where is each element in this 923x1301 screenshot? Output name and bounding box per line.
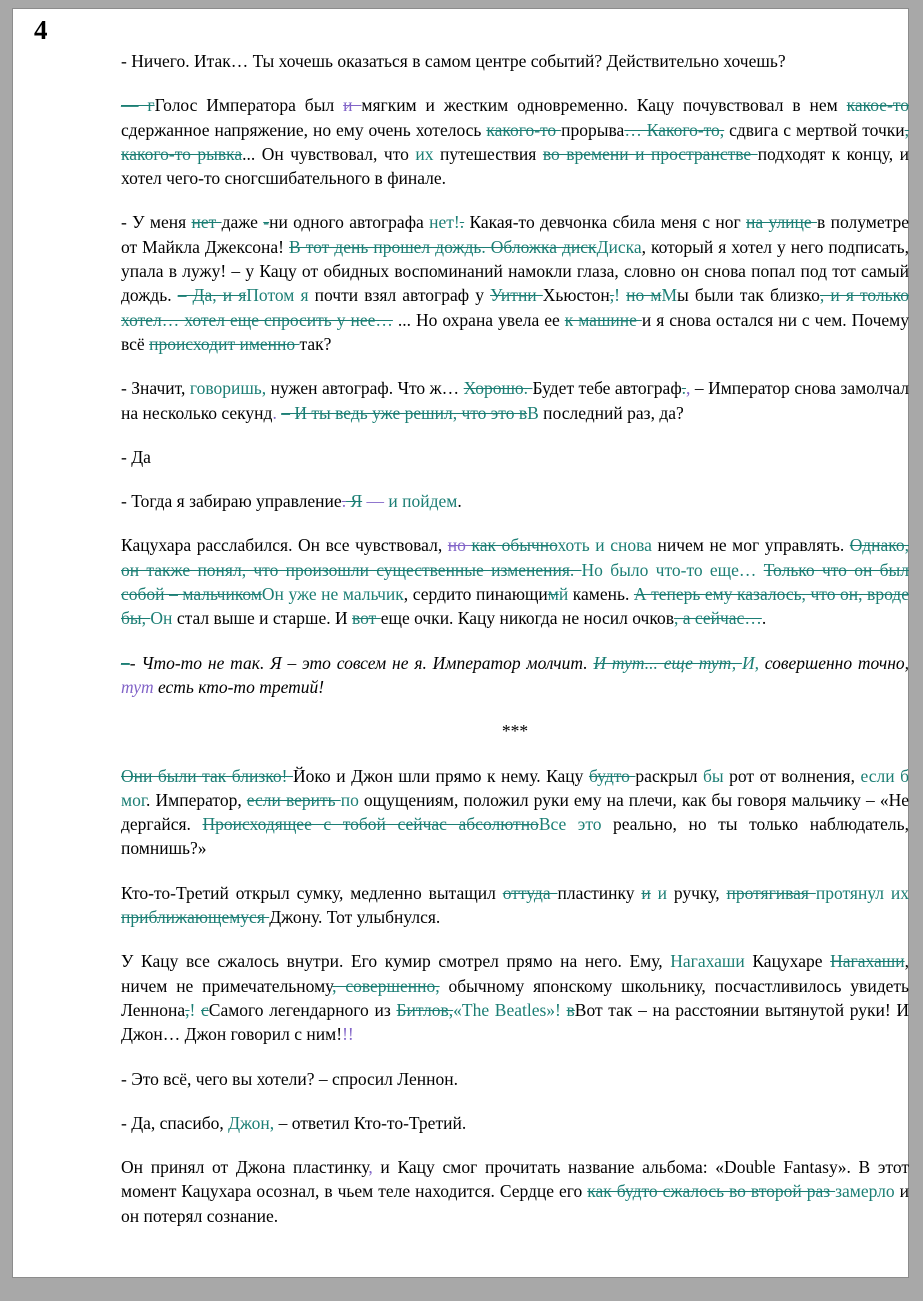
inserted-text-run: и bbox=[657, 882, 668, 903]
deleted-text-run: – bbox=[121, 652, 130, 673]
inserted-text-run: ! bbox=[189, 999, 196, 1020]
text-run: камень. bbox=[568, 584, 634, 605]
text-run: Кто-то-Третий открыл сумку, медленно вытащил bbox=[121, 882, 503, 903]
inserted-text-run: по bbox=[340, 789, 359, 810]
text-run: . bbox=[457, 491, 462, 512]
text-run: Кацухаре bbox=[752, 951, 831, 972]
deleted-text-run: во времени и пространстве bbox=[542, 143, 758, 164]
paragraph bbox=[121, 93, 909, 190]
deleted-text-run: Они были так близко! bbox=[121, 765, 293, 786]
deleted-text-run: , а сейчас… bbox=[673, 608, 762, 629]
deleted-text-run: , bbox=[185, 999, 190, 1020]
inserted-text-run: М bbox=[661, 285, 677, 306]
text-run: – Император снова замолчал на несколько секунд bbox=[121, 378, 909, 423]
deleted-text-run: Битлов, bbox=[396, 999, 454, 1020]
deleted-text-run: – Да, и я bbox=[177, 285, 247, 306]
deleted-text-run: , и я только хотел… хотел еще спросить у нее… bbox=[121, 285, 909, 330]
text-run: ни одного автографа bbox=[269, 212, 430, 233]
text-run: Голос Императора был bbox=[154, 95, 344, 116]
deleted-text-run: какого-то bbox=[486, 119, 562, 140]
inserted-text-run: Диска bbox=[596, 236, 642, 257]
inserted-text-run: !! bbox=[342, 1024, 354, 1045]
text-run: , сердито пинающи bbox=[403, 584, 548, 605]
text-run: и Кацу смог прочитать название альбома: «Double Fantasy». В этот момент Кацухара осознал, в чьем теле находится. Сердце его bbox=[121, 1157, 909, 1202]
text-run: , который я хотел у него подписать, упала в лужу! – у Кацу от обидных воспоминаний намокли глаза, словно он снова попал под тот самый дождь. bbox=[121, 236, 909, 306]
paragraph bbox=[121, 49, 909, 73]
deleted-text-run: происходит именно bbox=[149, 333, 300, 354]
text-run: ручку, bbox=[667, 882, 727, 903]
deleted-text-run: И тут... еще тут, bbox=[593, 652, 742, 673]
text-run: подходят к концу, и хотел чего-то сногсшибательного в финале. bbox=[121, 143, 910, 189]
text-run: Будет тебе автограф bbox=[532, 378, 682, 399]
text-run: - Да, спасибо, bbox=[121, 1112, 229, 1133]
text-run: нужен автограф. Что ж… bbox=[270, 378, 464, 399]
text-run: совершенно точно, bbox=[764, 652, 909, 673]
text-run: - Что-то не так. Я – это совсем не я. Император молчит. bbox=[129, 652, 594, 673]
text-run bbox=[651, 883, 658, 903]
deleted-text-run: Уитни bbox=[490, 285, 543, 306]
inserted-text-run: говоришь, bbox=[189, 378, 271, 399]
inserted-text-run: замерло bbox=[835, 1181, 895, 1202]
deleted-text-run: Однако, он также понял, что произошли существенные изменения. bbox=[121, 535, 909, 580]
deleted-text-run: м bbox=[547, 584, 559, 605]
text-run: Джону. Тот улыбнулся. bbox=[269, 907, 441, 928]
inserted-text-run: Он уже не мальчик bbox=[261, 584, 404, 605]
text-run: Вот так – на расстоянии вытянутой руки! И Джон… Джон говорил с ним! bbox=[121, 999, 909, 1045]
deleted-text-run: Хорошо. bbox=[463, 378, 533, 399]
text-run: - Это всё, чего вы хотели? – спросил Леннон. bbox=[121, 1068, 459, 1089]
deleted-text-run: вот bbox=[352, 608, 381, 629]
manuscript-page bbox=[12, 8, 909, 1278]
text-run: последний раз, да? bbox=[538, 402, 684, 423]
inserted-text-run: Все это bbox=[538, 814, 602, 835]
text-run: - У меня bbox=[121, 212, 192, 233]
deleted-text-run: к машине bbox=[564, 309, 642, 330]
deleted-text-run: с bbox=[201, 999, 209, 1020]
text-run: даже bbox=[221, 212, 264, 233]
text-run: – ответил Кто-то-Третий. bbox=[278, 1112, 467, 1133]
text-run: ... Но охрана увела ее bbox=[392, 309, 565, 330]
deleted-text-run: — г bbox=[121, 95, 155, 116]
deleted-text-run: оттуда bbox=[502, 882, 558, 903]
text-run: стал выше и старше. И bbox=[172, 608, 353, 629]
text-run: есть кто-то третий! bbox=[157, 676, 325, 697]
inserted-text-run: бы bbox=[702, 765, 724, 786]
text-run: ы были так близко bbox=[677, 285, 820, 306]
deleted-text-run: на улице bbox=[746, 212, 818, 233]
deleted-text-run: какое-то bbox=[846, 95, 909, 116]
paragraph bbox=[121, 881, 909, 930]
inserted-text-run: протянул их bbox=[815, 882, 910, 903]
page-text bbox=[121, 49, 909, 1248]
text-run: - Да bbox=[121, 446, 151, 467]
deleted-text-run: как будто сжалось во второй раз bbox=[587, 1181, 836, 1202]
paragraph bbox=[121, 1067, 909, 1091]
text-run: путешествия bbox=[440, 143, 543, 164]
paragraph bbox=[121, 445, 909, 469]
paragraph bbox=[121, 764, 909, 861]
deleted-text-run: В тот день прошел дождь. Обложка диск bbox=[289, 236, 597, 257]
inserted-text-run: И, bbox=[741, 652, 765, 673]
inserted-text-run: Потом я bbox=[246, 285, 309, 306]
deleted-text-run: . bbox=[341, 491, 347, 512]
inserted-text-run: ! bbox=[614, 285, 620, 306]
text-run: прорыва bbox=[561, 119, 625, 140]
inserted-text-run: хоть и снова bbox=[557, 535, 652, 556]
paragraph bbox=[121, 489, 909, 513]
text-run: Кацухара расслабился. Он все чувствовал, bbox=[121, 535, 448, 556]
text-run: Самого легендарного из bbox=[208, 999, 397, 1020]
deleted-text-run: и bbox=[343, 95, 362, 116]
deleted-text-run: . bbox=[459, 212, 465, 233]
deleted-text-run: … Какого-то, bbox=[624, 119, 725, 140]
text-run: рот от волнения, bbox=[723, 765, 861, 786]
deleted-text-run: если верить bbox=[246, 789, 341, 810]
text-run: ... Он чувствовал, что bbox=[242, 143, 416, 164]
text-run: ничем не мог управлять. bbox=[651, 535, 850, 556]
deleted-text-run: Я bbox=[346, 491, 363, 512]
deleted-text-run: в bbox=[566, 999, 575, 1020]
text-run: У Кацу все сжалось внутри. Его кумир смотрел прямо на него. Ему, bbox=[121, 951, 671, 972]
text-run: Он принял от Джона пластинку bbox=[121, 1157, 369, 1178]
inserted-text-run: , bbox=[368, 1157, 373, 1178]
inserted-text-run: Он bbox=[150, 608, 173, 629]
inserted-text-run: В bbox=[527, 402, 539, 423]
inserted-text-run: . bbox=[272, 402, 277, 423]
deleted-text-run: Нагахаши bbox=[830, 951, 905, 972]
deleted-text-run: протягивая bbox=[726, 882, 816, 903]
text-run: - Ничего. Итак… Ты хочешь оказаться в самом центре событий? Действительно хочешь? bbox=[121, 51, 786, 71]
paragraph bbox=[121, 719, 909, 743]
inserted-text-run: и пойдем bbox=[388, 491, 458, 512]
deleted-text-run: и bbox=[641, 882, 651, 903]
text-run: . bbox=[761, 608, 767, 629]
deleted-text-run: . bbox=[681, 378, 687, 399]
deleted-text-run: - bbox=[263, 212, 270, 233]
text-run: сдержанное напряжение, но ему очень хотелось bbox=[121, 119, 487, 140]
inserted-text-run: нет! bbox=[429, 212, 460, 233]
inserted-text-run: если б мог bbox=[121, 765, 909, 810]
text-run: и я снова остался ни с чем. Почему всё bbox=[121, 309, 909, 354]
paragraph bbox=[121, 949, 909, 1046]
text-run: пластинку bbox=[557, 882, 642, 903]
deleted-text-run: как обычно bbox=[471, 535, 558, 556]
text-run: в полуметре от Майкла Джексона! bbox=[121, 212, 909, 257]
inserted-text-run: й bbox=[558, 584, 569, 605]
deleted-text-run: , совершенно, bbox=[332, 975, 440, 996]
deleted-text-run: нет bbox=[191, 212, 222, 233]
paragraph bbox=[121, 651, 909, 700]
text-run: реально, но ты только наблюдатель, помнишь?» bbox=[121, 814, 909, 859]
deleted-text-run: , bbox=[609, 285, 615, 306]
text-run: Какая-то девчонка сбила меня с ног bbox=[464, 212, 746, 233]
text-run: . Император, bbox=[146, 789, 247, 810]
text-run: ощущениям, положил руки ему на плечи, как бы говоря мальчику – «Не дергайся. bbox=[121, 789, 909, 835]
deleted-text-run: но м bbox=[626, 285, 662, 306]
deleted-text-run: , какого-то рывка bbox=[121, 119, 909, 164]
deleted-text-run: – И ты ведь уже решил, что это в bbox=[281, 402, 528, 423]
inserted-text-run: Но было что-то еще… bbox=[581, 559, 764, 580]
deleted-text-run: Только что он был собой – мальчиком bbox=[121, 559, 909, 605]
deleted-text-run: А теперь ему казалось, что он, вроде бы, bbox=[121, 584, 909, 629]
deleted-text-run: будто bbox=[588, 765, 636, 786]
text-run: сдвига с мертвой точки bbox=[724, 119, 905, 140]
text-run: и он потерял сознание. bbox=[121, 1181, 909, 1226]
inserted-text-run: — bbox=[362, 491, 389, 512]
inserted-text-run: Нагахаши bbox=[670, 951, 753, 972]
paragraph bbox=[121, 1155, 909, 1228]
deleted-text-run: но bbox=[447, 535, 472, 556]
inserted-text-run: их bbox=[415, 143, 441, 164]
paragraph bbox=[121, 533, 909, 630]
page-number: 4 bbox=[34, 15, 48, 45]
paragraph bbox=[121, 376, 909, 425]
text-run: раскрыл bbox=[635, 765, 703, 786]
inserted-text-run: тут bbox=[121, 676, 158, 697]
text-run: еще очки. Кацу никогда не носил очков bbox=[380, 608, 674, 629]
text-run: *** bbox=[501, 721, 529, 742]
inserted-text-run: «The Beatles»! bbox=[453, 999, 561, 1020]
deleted-text-run: Происходящее с тобой сейчас абсолютно bbox=[202, 814, 539, 835]
paragraph bbox=[121, 1111, 909, 1135]
inserted-text-run: Джон, bbox=[228, 1112, 279, 1133]
text-run: , ничем не примечательному bbox=[121, 951, 909, 996]
text-run: обычному японскому школьнику, посчастливилось увидеть Леннона bbox=[121, 975, 909, 1020]
text-run: так? bbox=[299, 333, 332, 354]
deleted-text-run: приближающемуся bbox=[121, 907, 270, 928]
inserted-text-run: , bbox=[686, 378, 691, 399]
text-run: почти взял автограф у bbox=[308, 285, 491, 306]
text-run: Йоко и Джон шли прямо к нему. Кацу bbox=[293, 765, 589, 786]
paragraph bbox=[121, 210, 909, 356]
text-run: - Значит, bbox=[121, 378, 190, 399]
text-run: Хьюстон bbox=[542, 285, 610, 306]
text-run: - Тогда я забираю управление bbox=[121, 491, 342, 512]
text-run: мягким и жестким одновременно. Кацу почувствовал в нем bbox=[361, 95, 847, 116]
